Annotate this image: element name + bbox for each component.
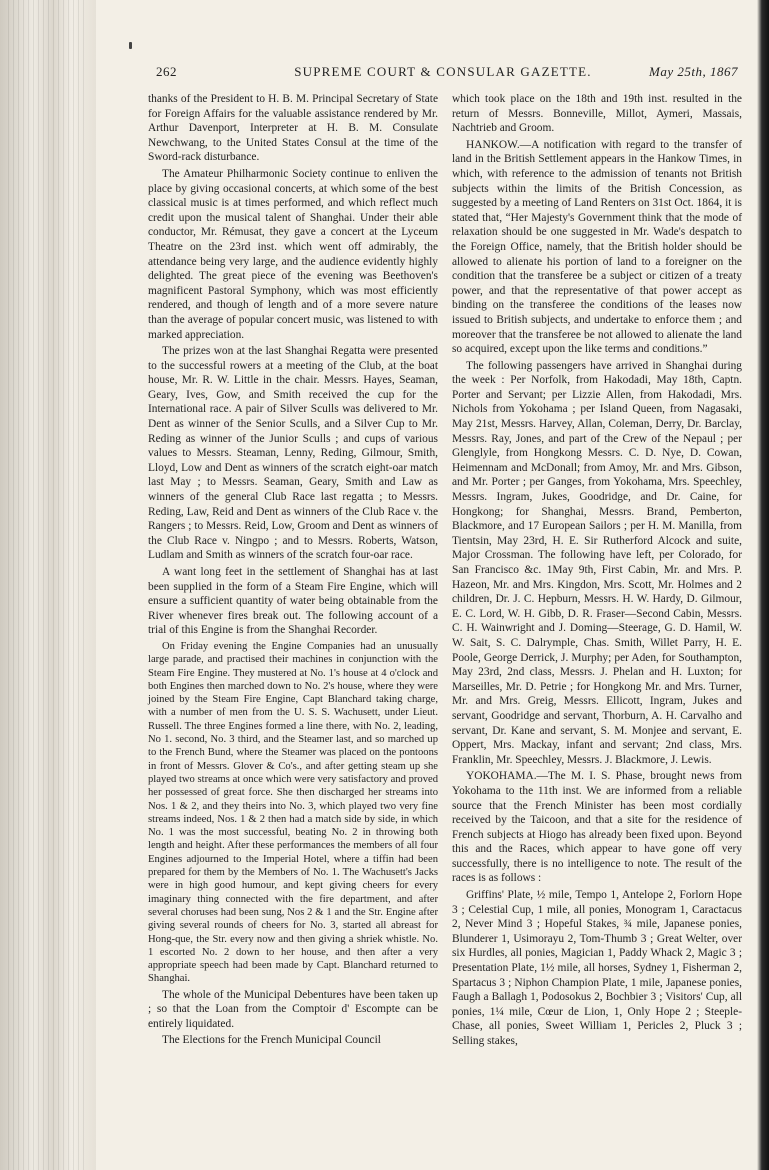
article-paragraph: The Elections for the French Municipal Council <box>162 1034 381 1047</box>
quoted-article-paragraph: On Friday evening the Engine Companies had an unusually large parade, and practised their machines in conjunction with the Steam Fire Engine. They mustered at No. 1's house at 4 o'clock and both Engines then marched down to No. 2's house, where they were joined by the Steam Fire Engine, Capt Blanchard taking charge, with a number of men from the U. S. S. Wachusett, under Lieut. Russell. The three Engines formed a line there, with No. 2, leading, No 1. second, No. 3 third, and the Steamer last, and so marched up to the French Bund, where the Steamer was placed on the pontoons in front of Messrs. Glover & Co's., and after getting steam up she played two streams at once which were very satisfactory and proved her possessed of great force. She then discharged her streams into Nos. 1 & 2, and they theirs into No. 3, which played two very fine streams indeed, Nos. 1 & 2 then had a match side by side, in which No. 1 was the most successful, beating No. 2 in throwing both length and height. After these performances the members of all four Engines adjourned to the Imperial Hotel, where a tiffin had been prepared for them by the Members of No. 1. The Wachusett's Jacks were in high good humour, and kept giving cheers for every imaginary thing connected with the fire department, and after several choruses had been sung, Nos 2 & 1 and the Str. Engine after giving several rounds of cheers for No. 3, started all abreast for Hong-que, the Str. every now and then giving a shriek whistle. No. 1 escorted No. 2 down to her house, and then after a very appropriate speech had been made by Capt. Blanchard returned to Shanghai. <box>148 640 438 985</box>
article-paragraph: which took place on the 18th and 19th inst. resulted in the return of Messrs. Bonneville, Millot, Aymeri, Massais, Nachtrieb and Groom. <box>452 93 742 135</box>
page-edge-shadow <box>757 0 769 1170</box>
article-paragraph: The prizes won at the last Shanghai Regatta were presented to the successful rowers at a meeting of the Club, at the boat house, Mr. R. W. Little in the chair. Messrs. Hayes, Seaman, Geary, Ives, Gow, and Smith received the cup for the International race. A pair of Silver Sculls was delivered to Mr. Dent as winner of the Senior Sculls, and a Silver Cup to Mr. Reding as winner of the Junior Sculls ; and cups of various values to Messrs. Steaman, Lenny, Reding, Gilmour, Smith, Lloyd, Low and Dent as winners of the scratch eight-oar match last May ; to Messrs. Seaman, Geary, Smith and Law as winners of the general Club Race last regatta ; to Messrs. Reding, Law, Reid and Dent as winners of the Club Race v. the Rangers ; to Messrs. Reid, Low, Groom and Dent as winners of the Club Race v. Ningpo ; and to Messrs. Roberts, Watson, Ludlam and Smith as winners of the scratch four-oar race. <box>148 345 438 562</box>
article-paragraph: The Amateur Philharmonic Society continue to enliven the place by giving occasional concerts, at which some of the best classical music is at times performed, and which reflect much credit upon the musical talent of Shanghai. Under their able conductor, Mr. Rémusat, they gave a concert at the Lyceum Theatre on the 23rd inst. which went off admirably, the attendance being very large, and the audience evidently highly delighted. The great piece of the evening was Beethoven's magnificent Pastoral Symphony, which was most efficiently rendered, and though of length and of a more severe nature than the average of popular concert music, was listened to with marked appreciation. <box>148 167 438 341</box>
article-paragraph: The following passengers have arrived in Shanghai during the week : Per Norfolk, from Hakodadi, May 18th, Captn. Porter and Servant; per Lizzie Allen, from Hakodadi, Mrs. Nichols from Yokohama ; per Island Queen, from Nagasaki, May 21st, Messrs. Harvey, Allan, Coleman, Derry, Dr. Barclay, Messrs. Ray, Jones, and part of the Crew of the Nepaul ; per Glenglyle, from Hongkong Messrs. C. D. Nye, D. Cowan, Heimennam and McDonall; from Amoy, Mr. and Mrs. Gibson, and Mr. Porter ; per Ganges, from Yokohama, Mrs. Speechley, Messrs. Ingram, Jukes, Goodridge, and Dr. Caine, for Hongkong; for Shanghai, Messrs. Brand, Pemberton, Blackmore, and 17 European Sailors ; per H. M. Manilla, from Tientsin, May 23rd, H. E. Sir Rutherford Alcock and suite, Major Crossman. The following have left, per Colorado, for San Francisco &c. 1May 9th, First Cabin, Mr. and Mrs. P. Hazeon, Mr. and Mrs. Kingdon, Mrs. Scott, Mr. Holmes and 2 children, Dr. J. C. Hepburn, Messrs. H. W. Hardy, D. Gilmour, E. C. Lord, W. H. Gibb, D. R. Fraser—Second Cabin, Messrs. C. H. Wainwright and J. Doming—Steerage, G. D. Hamil, W. W. Sait, S. C. Dalrymple, Chas. Smith, Willet Parry, H. E. Poole, George Derrick, J. Murphy; per Aden, for Southampton, May 23rd, 2nd class, Messrs. J. Phelan and H. Luxton; for Marseilles, Mr. D. Petrie ; for Hongkong Mr. and Mrs. Turner, Mr. and Mrs. Greig, Messrs. Ellicott, Ingram, Jukes and servant, Goodridge and servant, Thorburn, A. H. Carvalho and servant, Dr. Kane and servant, S. M. Monjee and servant, E. Oppert, Mrs. Mackay, infant and servant; 2nd class, Mrs. Franklin, Mr. Speechley, Messrs. J. Blackmore, J. Lewis. <box>452 359 742 766</box>
article-paragraph: thanks of the President to H. B. M. Principal Secretary of State for Foreign Affairs for the valuable assistance rendered by Mr. Arthur Davenport, Interpreter at H. B. M. Consulate Newchwang, to the United States Consul at the time of the Sword-rack disturbance. <box>148 93 438 164</box>
publication-title: SUPREME COURT & CONSULAR GAZETTE. <box>294 64 592 79</box>
article-paragraph: The whole of the Municipal Debentures have been taken up ; so that the Loan from the Comptoir d' Escompte can be entirely liquidated. <box>148 988 438 1030</box>
binding-mark <box>129 42 132 49</box>
article-paragraph: HANKOW.—A notification with regard to the transfer of land in the British Settlement appears in the Hankow Times, in which, with reference to the admission of tenants not British subjects within the limits of the British Concession, as suggested by a meeting of Land Renters on 31st Oct. 1864, it is stated that, “Her Majesty's Government think that the mode of relaxation should be one suggested in Mr. Wade's despatch to the Foreign Office, namely, that the British holder should be allowed to alienate his portion of land to a foreigner on the condition that the transferee be a subject or citizen of a treaty power, and that the representative of that power accept as binding on the transferee the conditions of the leases now issued to British subjects, and undertake to enforce them ; and moreover that the transferee be not allowed to alienate the land so acquired, except upon the like terms and conditions.” <box>452 138 742 356</box>
left-column <box>148 92 438 1050</box>
page-number: 262 <box>156 64 177 79</box>
right-column <box>452 92 742 1051</box>
binding-page-edges <box>8 0 88 1170</box>
article-paragraph: A want long feet in the settlement of Shanghai has at last been supplied in the form of a Steam Fire Engine, which will ensure a sufficient quantity of water being obtainable from the River whenever fires break out. The following account of a trial of this Engine is from the Shanghai Recorder. <box>148 566 438 637</box>
article-paragraph: Griffins' Plate, ½ mile, Tempo 1, Antelope 2, Forlorn Hope 3 ; Celestial Cup, 1 mile, all ponies, Monogram 1, Caractacus 2, Never Mind 3 ; Hopeful Stakes, ¾ mile, Japanese ponies, Blunderer 1, Usimorayu 2, Tom-Thumb 3 ; Great Welter, over six Hurdles, all ponies, Magician 1, Paddy Whack 2, Magic 3 ; Presentation Plate, 1½ mile, all horses, Sydney 1, Fisherman 2, Spartacus 3 ; Niphon Champion Plate, 1 mile, Japanese ponies, Faugh a Ballagh 1, Podosokus 2, Bochbier 3 ; Visitors' Cup, all ponies, 1¼ mile, Cœur de Lion, 1, Only Hope 2 ; Steeple-Chase, all ponies, Sweet William 1, Pericles 2, Pluck 3 ; Selling stakes, <box>452 889 742 1047</box>
article-paragraph: YOKOHAMA.—The M. I. S. Phase, brought news from Yokohama to the 11th inst. We are informed from a reliable source that the French Minister has been most cordially received by the Taicoon, and that a site for the residence of French subjects at Hiogo has already been fixed upon. Beyond this and the Races, which appear to have gone off very successfully, there is no intelligence to note. The result of the races is as follows : <box>452 770 742 885</box>
issue-date: May 25th, 1867 <box>649 64 738 79</box>
running-header <box>148 64 738 84</box>
